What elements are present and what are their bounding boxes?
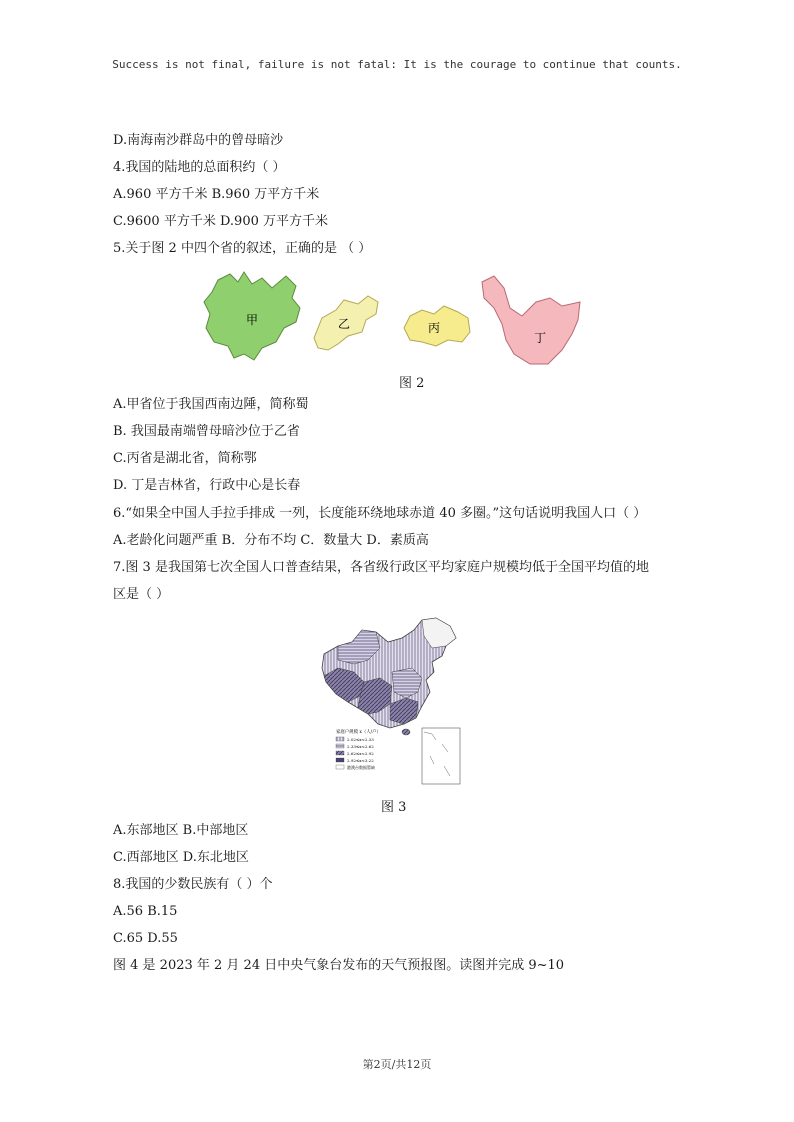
province-jia-label: 甲 [246, 313, 259, 327]
q5-option-b: B. 我国最南端曾母暗沙位于乙省 [113, 424, 300, 439]
header-quote: Success is not final, failure is not fatal: It is the courage to continue that counts. [112, 58, 682, 71]
q4-stem: 4.我国的陆地的总面积约（ ） [113, 160, 286, 175]
figure2-caption: 图 2 [399, 376, 425, 391]
legend-item-3-label: 2.62≤x<2.92 [347, 750, 374, 756]
legend-item-5 [336, 764, 375, 770]
legend-title: 家庭户规模 x（人/户） [336, 730, 381, 735]
q4-options-ab: A.960 平方千米 B.960 万平方千米 [113, 187, 320, 202]
figure2-province-map [200, 268, 590, 368]
legend-item-4-label: 2.92≤x<3.22 [347, 757, 374, 763]
q4-options-cd: C.9600 平方千米 D.900 万平方千米 [113, 214, 329, 229]
q5-option-a: A.甲省位于我国西南边陲，简称蜀 [113, 397, 309, 412]
q8-options-ab: A.56 B.15 [113, 904, 178, 919]
q7-stem-line-2: 区是（ ） [113, 587, 170, 602]
q8-options-cd: C.65 D.55 [113, 931, 178, 946]
province-yi-label: 乙 [338, 317, 351, 331]
legend-item-2 [336, 744, 374, 749]
q5-stem: 5.关于图 2 中四个省的叙述，正确的是 （ ） [113, 241, 372, 256]
q3-option-d: D.南海南沙群岛中的曾母暗沙 [113, 133, 284, 148]
q7-options-ab: A.东部地区 B.中部地区 [113, 823, 249, 838]
province-ding-shape [482, 276, 580, 364]
province-ding-label: 丁 [534, 331, 547, 345]
legend-item-5-label: 港澳台数据暂缺 [347, 764, 375, 770]
legend-item-1 [336, 737, 374, 742]
legend-item-1-label: 2.02≤x<2.33 [347, 736, 374, 742]
map-hainan [402, 729, 410, 735]
q9-intro: 图 4 是 2023 年 2 月 24 日中央气象台发布的天气预报图。读图并完成 9~10 [113, 958, 565, 973]
q6-options: A.老龄化问题严重 B．分布不均 C．数量大 D．素质高 [113, 533, 429, 548]
q5-option-c: C.丙省是湖北省，简称鄂 [113, 451, 257, 466]
q7-options-cd: C.西部地区 D.东北地区 [113, 850, 249, 865]
figure3-china-map [318, 616, 466, 788]
map-legend [336, 728, 381, 770]
q6-stem: 6.“如果全中国人手拉手排成 一列，长度能环绕地球赤道 40 多圈。”这句话说明我国人口（ ） [113, 506, 647, 521]
legend-item-2-label: 2.33≤x<2.62 [347, 743, 374, 749]
figure3-caption: 图 3 [381, 800, 407, 815]
legend-item-4 [336, 758, 374, 763]
province-bing-label: 丙 [428, 321, 441, 335]
legend-item-3 [336, 751, 374, 756]
q7-stem-line-1: 7.图 3 是我国第七次全国人口普查结果，各省级行政区平均家庭户规模均低于全国平均值的地 [113, 560, 649, 575]
page-footer: 第2页/共12页 [362, 1058, 432, 1071]
q8-stem: 8.我国的少数民族有（ ）个 [113, 877, 273, 892]
south-china-sea-inset [422, 728, 460, 784]
q5-option-d: D. 丁是吉林省，行政中心是长春 [113, 478, 301, 493]
